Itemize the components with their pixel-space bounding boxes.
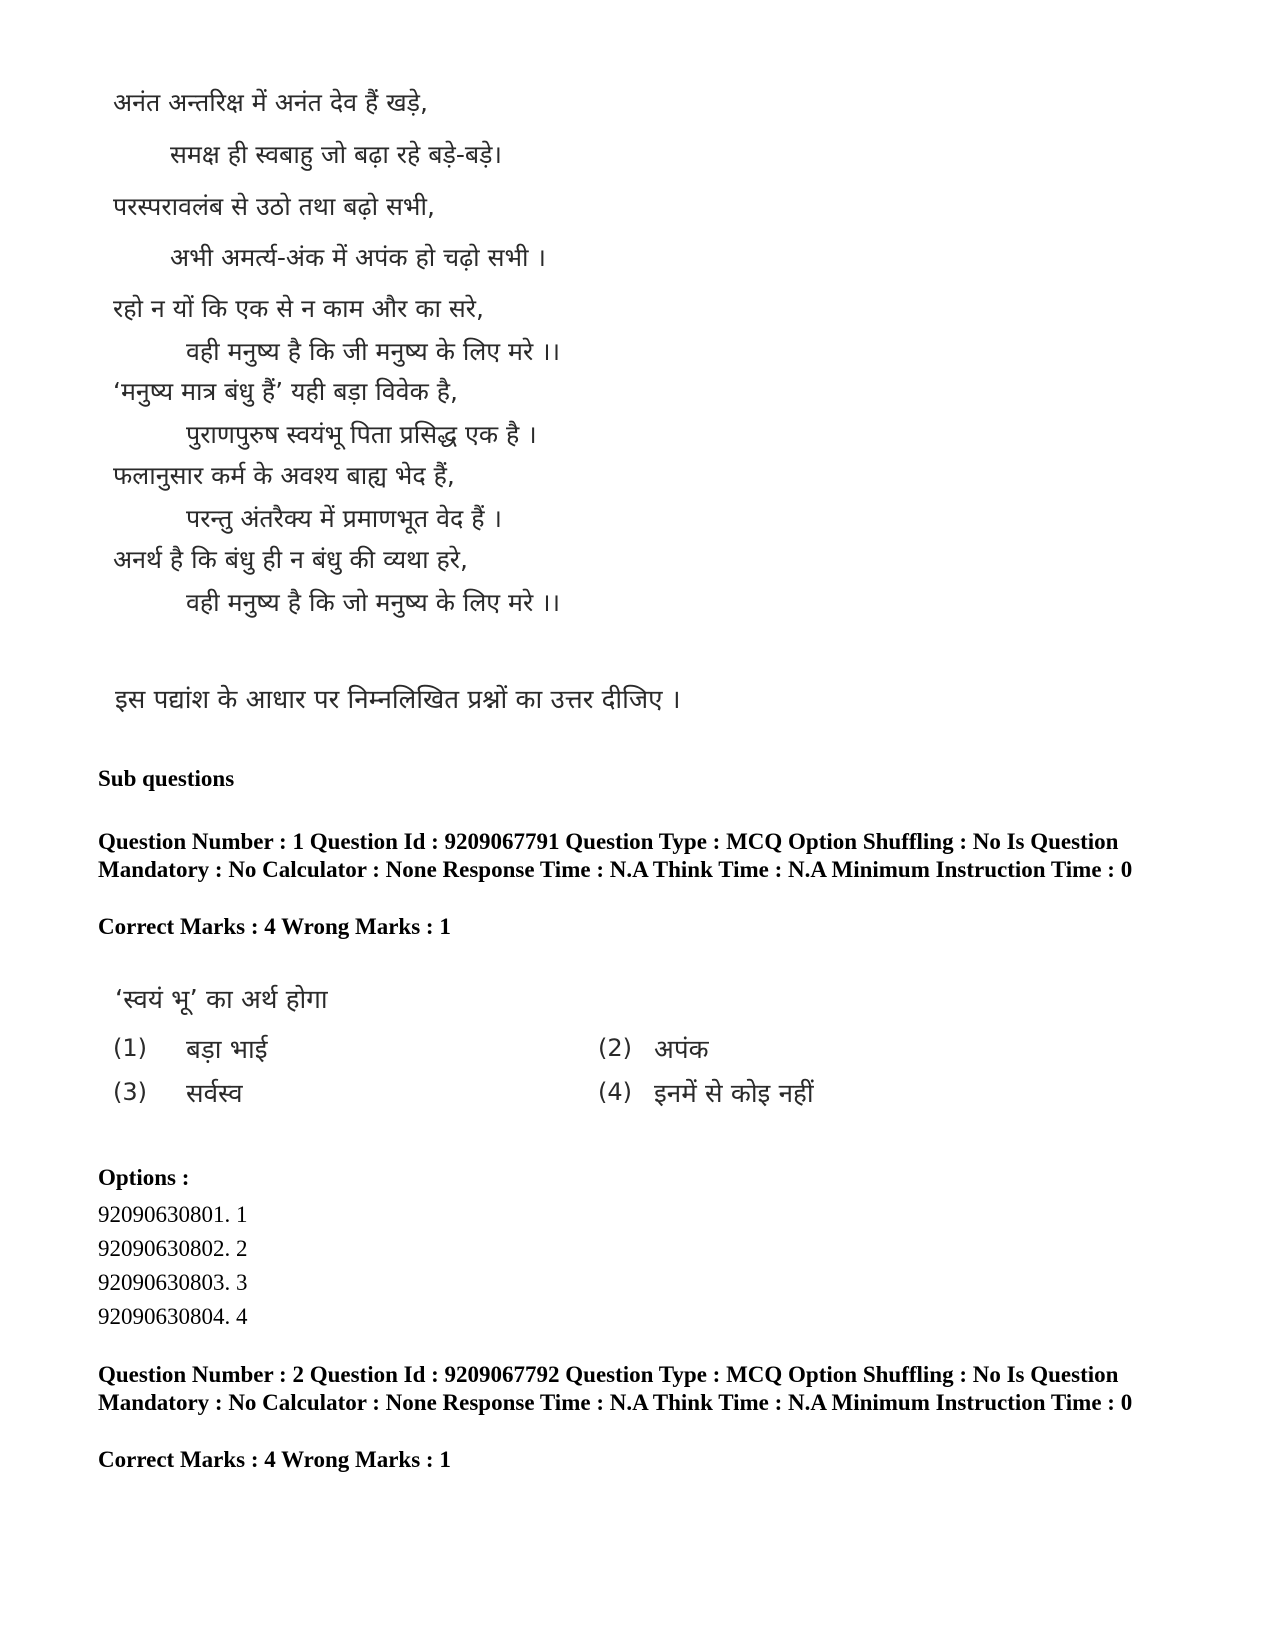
question-1-meta: Question Number : 1 Question Id : 9209067791 Question Type : MCQ Option Shuffling : No Is Question Mandatory : No Calculator : None Response Time : N.A Think Time : N.A Minimum Instruction Time : 0 xyxy=(98,829,1133,882)
choice-number: (2) xyxy=(598,1034,632,1062)
choice-text: इनमें से कोइ नहीं xyxy=(654,1079,814,1109)
question-2-marks: Correct Marks : 4 Wrong Marks : 1 xyxy=(98,1447,451,1472)
options-label: Options : xyxy=(98,1165,190,1190)
poem-line: परन्तु अंतरैक्य में प्रमाणभूत वेद हैं । xyxy=(186,504,502,533)
choice-text: सर्वस्व xyxy=(186,1079,243,1109)
option-row: 92090630803. 3 xyxy=(98,1270,248,1295)
poem-line: वही मनुष्य है कि जी मनुष्य के लिए मरे ।। xyxy=(186,337,561,366)
choice-number: (3) xyxy=(113,1078,147,1106)
poem-line: अनर्थ है कि बंधु ही न बंधु की व्यथा हरे, xyxy=(113,545,468,574)
question-1-marks: Correct Marks : 4 Wrong Marks : 1 xyxy=(98,914,451,939)
poem-line: ‘मनुष्य मात्र बंधु हैं’ यही बड़ा विवेक है, xyxy=(113,377,458,406)
options-list xyxy=(98,1198,248,1334)
choice-text: बड़ा भाई xyxy=(186,1035,268,1065)
poem-line: पुराणपुरुष स्वयंभू पिता प्रसिद्ध एक है । xyxy=(186,420,537,449)
sub-questions-label: Sub questions xyxy=(98,766,235,791)
option-row: 92090630802. 2 xyxy=(98,1236,248,1261)
choice-text: अपंक xyxy=(654,1035,709,1065)
poem-line: अनंत अन्तरिक्ष में अनंत देव हैं खड़े, xyxy=(113,88,428,117)
option-row: 92090630801. 1 xyxy=(98,1202,248,1227)
choice-number: (1) xyxy=(113,1034,147,1062)
poem-line: परस्परावलंब से उठो तथा बढ़ो सभी, xyxy=(113,192,435,221)
choice-number: (4) xyxy=(598,1078,632,1106)
passage-instruction: इस पद्यांश के आधार पर निम्नलिखित प्रश्नों का उत्तर दीजिए । xyxy=(115,685,681,715)
poem-line: अभी अमर्त्य-अंक में अपंक हो चढ़ो सभी । xyxy=(170,243,546,272)
poem-line: समक्ष ही स्वबाहु जो बढ़ा रहे बड़े-बड़े। xyxy=(170,140,503,169)
poem-line: फलानुसार कर्म के अवश्य बाह्य भेद हैं, xyxy=(113,461,455,490)
question-1-stem: ‘स्वयं भू’ का अर्थ होगा xyxy=(115,985,328,1015)
poem-line: वही मनुष्य है कि जो मनुष्य के लिए मरे ।। xyxy=(186,588,561,617)
option-row: 92090630804. 4 xyxy=(98,1304,248,1329)
question-2-meta: Question Number : 2 Question Id : 9209067792 Question Type : MCQ Option Shuffling : No Is Question Mandatory : No Calculator : None Response Time : N.A Think Time : N.A Minimum Instruction Time : 0 xyxy=(98,1362,1133,1415)
poem-line: रहो न यों कि एक से न काम और का सरे, xyxy=(113,294,484,323)
